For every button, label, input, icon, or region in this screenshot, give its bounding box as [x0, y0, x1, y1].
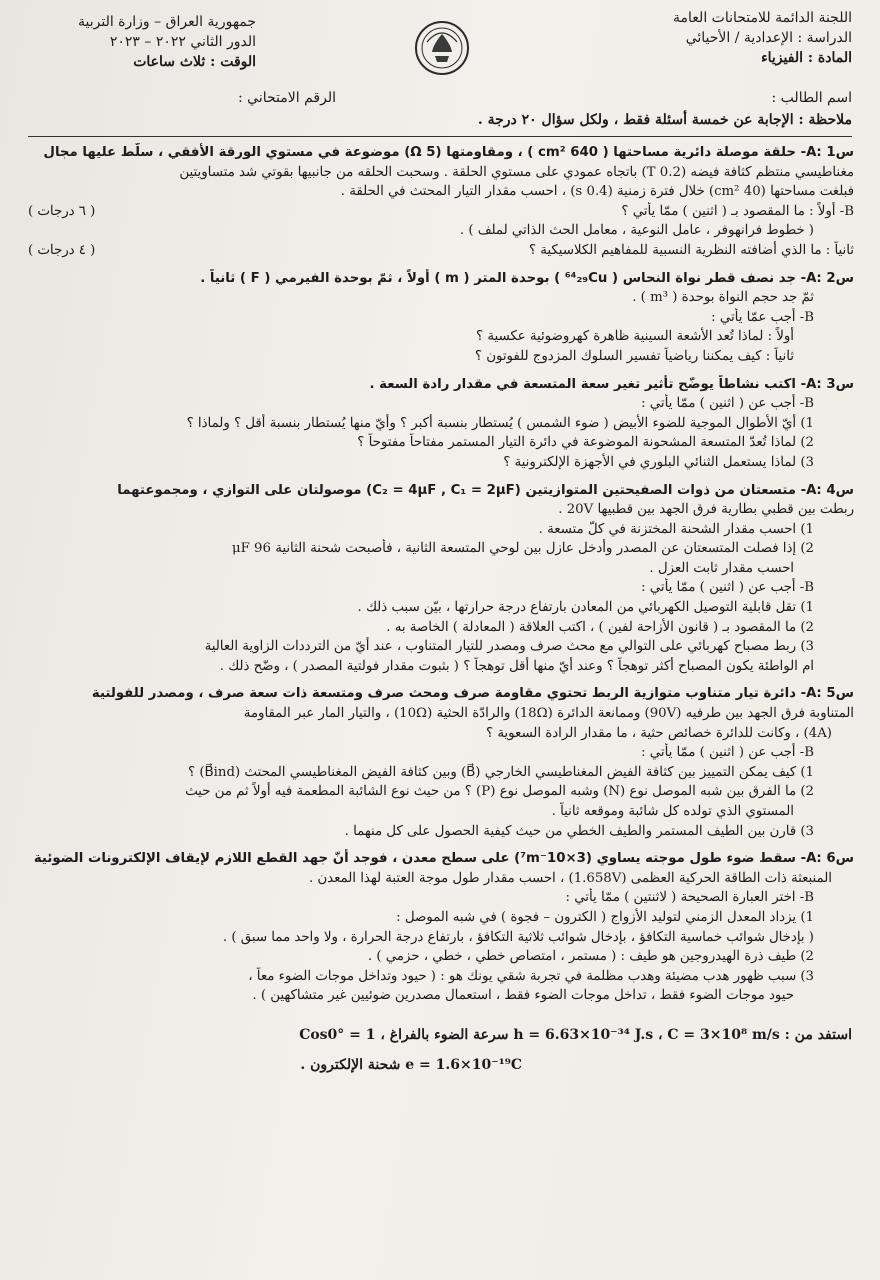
header-time: الوقت : ثلاث ساعات	[133, 54, 257, 70]
question-1	[18, 143, 862, 261]
header-divider	[28, 136, 852, 137]
q5-line: 2) ما الفرق بين شبه الموصل نوع (N) وشبه الموصل نوع (P) ؟ من حيث نوع الشائبة المطعمة فيه أولاً ثم من حيث	[185, 784, 814, 800]
q2-line: أولاً : لماذا تُعد الأشعة السينية ظاهرة كهروضوئية عكسية ؟	[476, 329, 794, 345]
q1-b1: B- أولاً : ما المقصود بـ ( اثنين ) ممّا يأتي ؟	[621, 203, 854, 219]
q6-line: س6 :A- سقط ضوء طول موجته يساوي (3×10⁻⁷m) على سطح معدن ، فوجد أنّ جهد القطع اللازم لإيقاف الإلكترونات الضوئية	[33, 851, 854, 867]
q6-line: B- اختر العبارة الصحيحة ( لاثنتين ) ممّا يأتي :	[565, 890, 814, 906]
q4-line: س4 :A- متسعتان من ذوات الصفيحتين المتوازيتين (C₂ = 4μF , C₁ = 2μF) موصولتان على التوازي ، ومجموعتهما	[117, 482, 854, 498]
question-3	[18, 375, 862, 473]
q3-line: س3 :A- اكتب نشاطاً يوضّح تأثير تغير سعة المتسعة في مقدار رادة السعة .	[369, 376, 854, 392]
q1-b2-marks: ( ٤ درجات )	[28, 242, 96, 258]
q3-line: 1) أيّ الأطوال الموجية للضوء الأبيض ( ضوء الشمس ) يُستطار بنسبة أكبر ؟ وأيّ منها يُستطار بنسبة أقل ؟ ولماذا ؟	[186, 415, 814, 431]
student-name-label: اسم الطالب :	[771, 90, 852, 106]
student-info-row	[18, 90, 862, 112]
q4-line: 1) احسب مقدار الشحنة المختزنة في كلّ متسعة .	[538, 521, 814, 537]
q4-line: 2) إذا فصلت المتسعتان عن المصدر وأدخل عازل بين لوحي المتسعة الثانية ، فأصبحت شحنة الثانية 96 μF	[231, 541, 814, 557]
q4-line: 3) ربط مصباح كهربائي على التوالي مع محث صرف ومصدر للتيار المتناوب ، عند أيّ من الترددات الزاوية العالية	[204, 639, 814, 655]
q4-line: ربطت بين قطبي بطارية فرق الجهد بين قطبيها 20V .	[558, 502, 854, 518]
q1-line: س1 :A- حلقة موصلة دائرية مساحتها ( 640 cm² ) ، ومقاومتها (5 Ω) موضوعة في مستوي الورقة الأفقي ، سلّط عليها مجال	[43, 145, 854, 160]
q2-line: ثانياً : كيف يمكننا رياضياً تفسير السلوك المزدوج للفوتون ؟	[474, 348, 794, 364]
q5-line: س5 :A- دائرة تيار متناوب متوازية الربط تحتوي مقاومة صرف ومحث صرف ومتسعة ذات سعة صرف ، ومصدر للفولتية	[91, 686, 854, 702]
q4-line: 1) تقل قابلية التوصيل الكهربائي من المعادن بارتفاع درجة حرارتها ، بيّن سبب ذلك .	[357, 600, 814, 616]
q3-line: 2) لماذا تُعدّ المتسعة المشحونة الموضوعة في دائرة التيار المستمر مفتاحاً مفتوحاً ؟	[357, 435, 814, 451]
q5-line: 1) كيف يمكن التمييز بين كثافة الفيض المغناطيسي الخارجي (B⃗) وبين كثافة الفيض المغناطيسي المحتث (B⃗ind) ؟	[188, 764, 814, 780]
q4-line: 2) ما المقصود بـ ( قانون الأزاحة لفين ) ، اكتب العلاقة ( المعادلة ) الخاصة به .	[386, 619, 814, 635]
q2-line: B- أجب عمّا يأتي :	[711, 309, 814, 325]
q6-line: حيود موجات الضوء فقط ، تداخل موجات الضوء فقط ، استعمال مصدرين ضوئيين غير متشاكهين ) .	[252, 988, 794, 1004]
exam-number-label: الرقم الامتحاني :	[238, 90, 336, 106]
header-study: الدراسة : الإعدادية / الأحيائي	[685, 30, 852, 46]
q1-b1-marks: ( ٦ درجات )	[28, 203, 96, 219]
q4-line: احسب مقدار ثابت العزل .	[649, 560, 794, 576]
q1-line: مغناطيسي منتظم كثافة فيضه (0.2 T) باتجاه عمودي على مستوي الحلقة . وسحبت الحلقه من جانبيها بقوتي شد متساويتين	[179, 164, 854, 180]
question-2	[18, 269, 862, 367]
question-4	[18, 481, 862, 677]
q3-line: 3) لماذا يستعمل الثنائي البلوري في الأجهزة الإلكترونية ؟	[503, 454, 814, 470]
q6-line: 3) سبب ظهور هدب مضيئة وهدب مظلمة في تجربة شقي يونك هو : ( حيود وتداخل موجات الضوء معاً ،	[248, 968, 814, 984]
exam-header	[18, 8, 862, 90]
q3-line: B- أجب عن ( اثنين ) ممّا يأتي :	[641, 396, 814, 412]
q4-line: ام الواطئة يكون المصباح أكثر توهجاً ؟ وعند أيّ منها أقل توهجاً ؟ ( بثبوت مقدار فولتية المصدر ) ، وضّح ذلك .	[219, 658, 814, 674]
header-committee-block	[673, 8, 852, 68]
header-ministry-block	[78, 12, 256, 72]
exam-note: ملاحظة : الإجابة عن خمسة أسئلة فقط ، ولكل سؤال ٢٠ درجة .	[477, 112, 852, 128]
q2-line: س2 :A- جد نصف قطر نواة النحاس ( ⁶⁴₂₉Cu ) بوحدة المتر ( m ) أولاً ، ثمّ بوحدة الفيرمي ( F ) ثانياً .	[200, 270, 854, 286]
header-republic: جمهورية العراق – وزارة التربية	[78, 14, 257, 30]
question-6	[18, 849, 862, 1006]
q5-line: 3) قارن بين الطيف المستمر والطيف الخطي من حيث كيفية الحصول على كل منهما .	[344, 823, 814, 839]
q1-b2: ثانياً : ما الذي أضافته النظرية النسبية للمفاهيم الكلاسيكية ؟	[529, 242, 854, 258]
q6-line: 1) يزداد المعدل الزمني لتوليد الأزواج ( الكترون – فجوة ) في شبه الموصل :	[396, 909, 814, 925]
q5-line: المتناوبة فرق الجهد بين طرفيه (90V) وممانعة الدائرة (18Ω) والرادّة الحثية (10Ω) ، والتيار المار عبر المقاومة	[243, 706, 854, 722]
q1-b1-items: ( خطوط فرانهوفر ، عامل النوعية ، معامل الحث الذاتي لملف ) .	[459, 223, 814, 239]
constants-line: e = 1.6×10⁻¹⁹C شحنة الإلكترون .	[300, 1056, 522, 1073]
q5-line: B- أجب عن ( اثنين ) ممّا يأتي :	[641, 745, 814, 761]
q6-line: 2) طيف ذرة الهيدروجين هو طيف : ( مستمر ، امتصاص خطي ، خطي ، حزمي ) .	[367, 949, 814, 965]
q4-line: B- أجب عن ( اثنين ) ممّا يأتي :	[641, 580, 814, 596]
q1-line: فبلغت مساحتها (40 cm²) خلال فترة زمنية (0.4 s) ، احسب مقدار التيار المحتث في الحلقة .	[340, 184, 854, 200]
constants-line: استفد من : h = 6.63×10⁻³⁴ J.s ، C = 3×10⁸ m/s سرعة الضوء بالفراغ ، Cos0° = 1	[299, 1026, 852, 1043]
q6-line: ( بإدخال شوائب خماسية التكافؤ ، بإدخال شوائب ثلاثية التكافؤ ، بارتفاع درجة الحرارة ، ولا واحد مما سبق ) .	[222, 929, 814, 945]
q5-line: (4A) ، وكانت للدائرة خصائص حثية ، ما مقدار الرادة السعوية ؟	[486, 725, 832, 741]
question-5	[18, 684, 862, 841]
header-subject: المادة : الفيزياء	[761, 50, 852, 66]
constants-block	[18, 1020, 862, 1080]
header-session: الدور الثاني ٢٠٢٢ – ٢٠٢٣	[109, 34, 257, 50]
header-committee: اللجنة الدائمة للامتحانات العامة	[673, 10, 852, 26]
q5-line: المستوي الذي تولده كل شائبة وموقعه ثانياً .	[551, 804, 794, 819]
q6-line: المنبعثة ذات الطاقة الحركية العظمى (1.658V) ، احسب مقدار طول موجة العتبة لهذا المعدن .	[308, 870, 832, 886]
ministry-seal-icon	[413, 18, 471, 80]
q2-line: ثمّ جد حجم النواة بوحدة ( m³ ) .	[632, 290, 814, 306]
